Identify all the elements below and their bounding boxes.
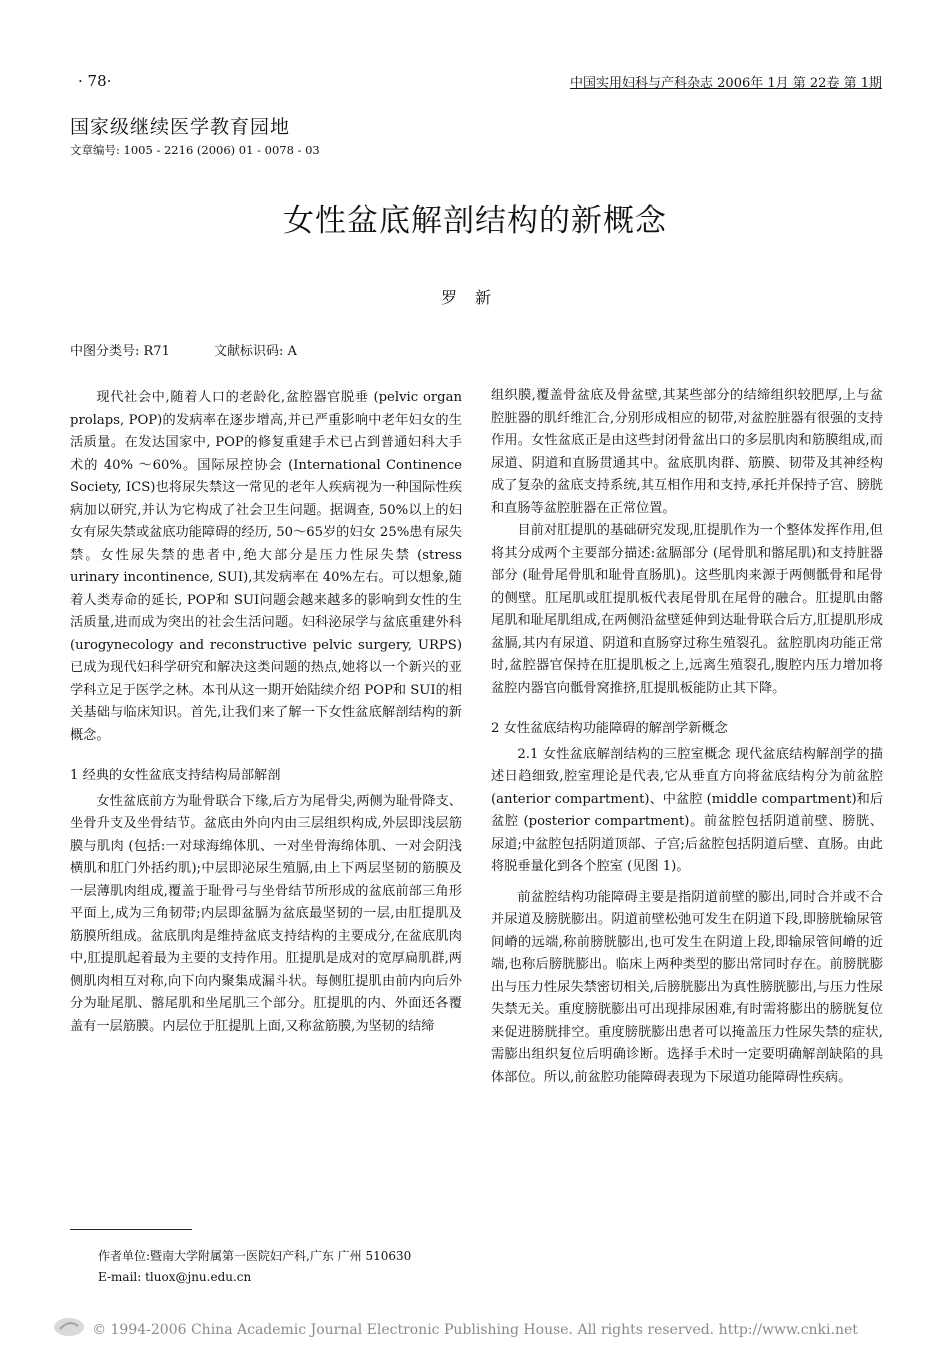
article-title: 女性盆底解剖结构的新概念 bbox=[283, 203, 667, 239]
clc-number: 中图分类号: R71 bbox=[70, 344, 170, 359]
journal-info: 中国实用妇科与产科杂志 2006年 1月 第 22卷 第 1期 bbox=[570, 76, 882, 91]
classification-line bbox=[70, 340, 297, 359]
author-email: E-mail: tluox@jnu.edu.cn bbox=[98, 1270, 252, 1284]
footnote-divider bbox=[70, 1229, 192, 1230]
footnote bbox=[98, 1246, 411, 1288]
right-column bbox=[491, 385, 883, 1089]
paragraph: 2.1 女性盆底解剖结构的三腔室概念 现代盆底结构解剖学的描述日趋细致,腔室理论是代表,它从垂直方向将盆底结构分为前盆腔 (anterior compartment)、中盆腔 (middle compartment)和后盆腔 (posterior compartment)。前盆腔包括阴道前壁、膀胱、尿道;中盆腔包括阴道顶部、子宫;后盆腔包括阴道后壁、直肠。由此将脱垂量化到各个腔室 (见图 1)。 bbox=[491, 746, 883, 874]
paragraph: 目前对肛提肌的基础研究发现,肛提肌作为一个整体发挥作用,但将其分成两个主要部分描述:盆膈部分 (尾骨肌和髂尾肌)和支持脏器部分 (耻骨尾骨肌和耻骨直肠肌)。这些肌肉来源于两侧骶骨和尾骨的侧壁。肛尾肌或肛提肌板代表尾骨肌在尾骨的融合。肛提肌由髂尾肌和耻尾肌组成,在两侧沿盆壁延伸到达耻骨联合后方,肛提肌形成盆膈,其内有尿道、阴道和直肠穿过称生殖裂孔。盆腔肌肉功能正常时,盆腔器官保持在肛提肌板之上,远离生殖裂孔,腹腔内压力增加将盆腔内器官向骶骨窝推挤,肛提肌板能防止其下降。 bbox=[491, 523, 883, 696]
paragraph: 前盆腔结构功能障碍主要是指阴道前壁的膨出,同时合并或不合并尿道及膀胱膨出。阴道前壁松弛可发生在阴道下段,即膀胱输尿管间嵴的远端,称前膀胱膨出,也可发生在阴道上段,即输尿管间嵴的近端,也称后膀胱膨出。临床上两种类型的膨出常同时存在。前膀胱膨出与压力性尿失禁密切相关,后膀胱膨出为真性膀胱膨出,与压力性尿失禁无关。重度膀胱膨出可出现排尿困难,有时需将膨出的膀胱复位来促进膀胱排空。重度膀胱膨出患者可以掩盖压力性尿失禁的症状,需膨出组织复位后明确诊断。选择手术时一定要明确解剖缺陷的具体部位。所以,前盆腔功能障碍表现为下尿道功能障碍性疾病。 bbox=[491, 889, 883, 1085]
author: 罗新 bbox=[440, 288, 509, 307]
document-code: 文献标识码: A bbox=[213, 344, 297, 359]
section-title: 国家级继续医学教育园地 bbox=[70, 116, 291, 138]
intro-paragraph: 现代社会中,随着人口的老龄化,盆腔器官脱垂 (pelvic organ prolaps, POP)的发病率在逐步增高,并已严重影响中老年妇女的生活质量。在发达国家中, POP的修复重建手术已占到普通妇科大手术的 40% ～60%。国际尿控协会 (International Continence Society, ICS)也将尿失禁这一常见的老年人疾病视为一种国际性疾病加以研究,并认为它构成了社会卫生问题。据调查, 50%以上的妇女有尿失禁或盆底功能障碍的经历, 50～65岁的妇女 25%患有尿失禁。女性尿失禁的患者中,绝大部分是压力性尿失禁 (stress urinary incontinence, SUI),其发病率在 40%左右。可以想象,随着人类寿命的延长, POP和 SUI问题会越来越多的影响到女性的生活质量,进而成为突出的社会生活问题。妇科泌尿学与盆底重建外科 (urogynecology and reconstructive pelvic surgery, URPS)已成为现代妇科学研究和解决这类问题的热点,她将以一个新兴的亚学科立足于医学之林。本刊从这一期开始陆续介绍 POP和 SUI的相关基础与临床知识。首先,让我们来了解一下女性盆底解剖结构的新概念。 bbox=[70, 390, 462, 743]
article-number: 文章编号: 1005 - 2216 (2006) 01 - 0078 - 03 bbox=[70, 143, 320, 157]
heading-2: 2 女性盆底结构功能障碍的解剖学新概念 bbox=[491, 721, 728, 736]
heading-1: 1 经典的女性盆底支持结构局部解剖 bbox=[70, 768, 281, 783]
copyright-footer: © 1994-2006 China Academic Journal Electronic Publishing House. All rights reserved. http://www.cnki.net bbox=[92, 1322, 858, 1338]
left-column bbox=[70, 387, 462, 1038]
page-number: · 78· bbox=[78, 72, 112, 90]
paragraph-continued: 组织膜,覆盖骨盆底及骨盆壁,其某些部分的结缔组织较肥厚,上与盆腔脏器的肌纤维汇合,分别形成相应的韧带,对盆腔脏器有很强的支持作用。女性盆底正是由这些封闭骨盆出口的多层肌肉和筋膜组成,而尿道、阴道和直肠贯通其中。盆底肌肉群、筋膜、韧带及其神经构成了复杂的盆底支持系统,其互相作用和支持,承托并保持子宫、膀胱和直肠等盆腔脏器在正常位置。 bbox=[491, 388, 883, 516]
author-affiliation: 作者单位:暨南大学附属第一医院妇产科,广东 广州 510630 bbox=[98, 1249, 412, 1263]
paragraph: 女性盆底前方为耻骨联合下缘,后方为尾骨尖,两侧为耻骨降支、坐骨升支及坐骨结节。盆底由外向内由三层组织构成,外层即浅层筋膜与肌肉 (包括:一对球海绵体肌、一对坐骨海绵体肌、一对会阴浅横肌和肛门外括约肌);中层即泌尿生殖膈,由上下两层坚韧的筋膜及一层薄肌肉组成,覆盖于耻骨弓与坐骨结节所形成的盆底前部三角形平面上,成为三角韧带;内层即盆膈为盆底最坚韧的一层,由肛提肌及筋膜所组成。盆底肌肉是维持盆底支持结构的主要成分,在盆底肌肉中,肛提肌起着最为主要的支持作用。肛提肌是成对的宽厚扁肌群,两侧肌肉相互对称,向下向内聚集成漏斗状。每侧肛提肌由前内向后外分为耻尾肌、髂尾肌和坐尾肌三个部分。肛提肌的内、外面还各覆盖有一层筋膜。内层位于肛提肌上面,又称盆筋膜,为坚韧的结缔 bbox=[70, 793, 462, 1034]
